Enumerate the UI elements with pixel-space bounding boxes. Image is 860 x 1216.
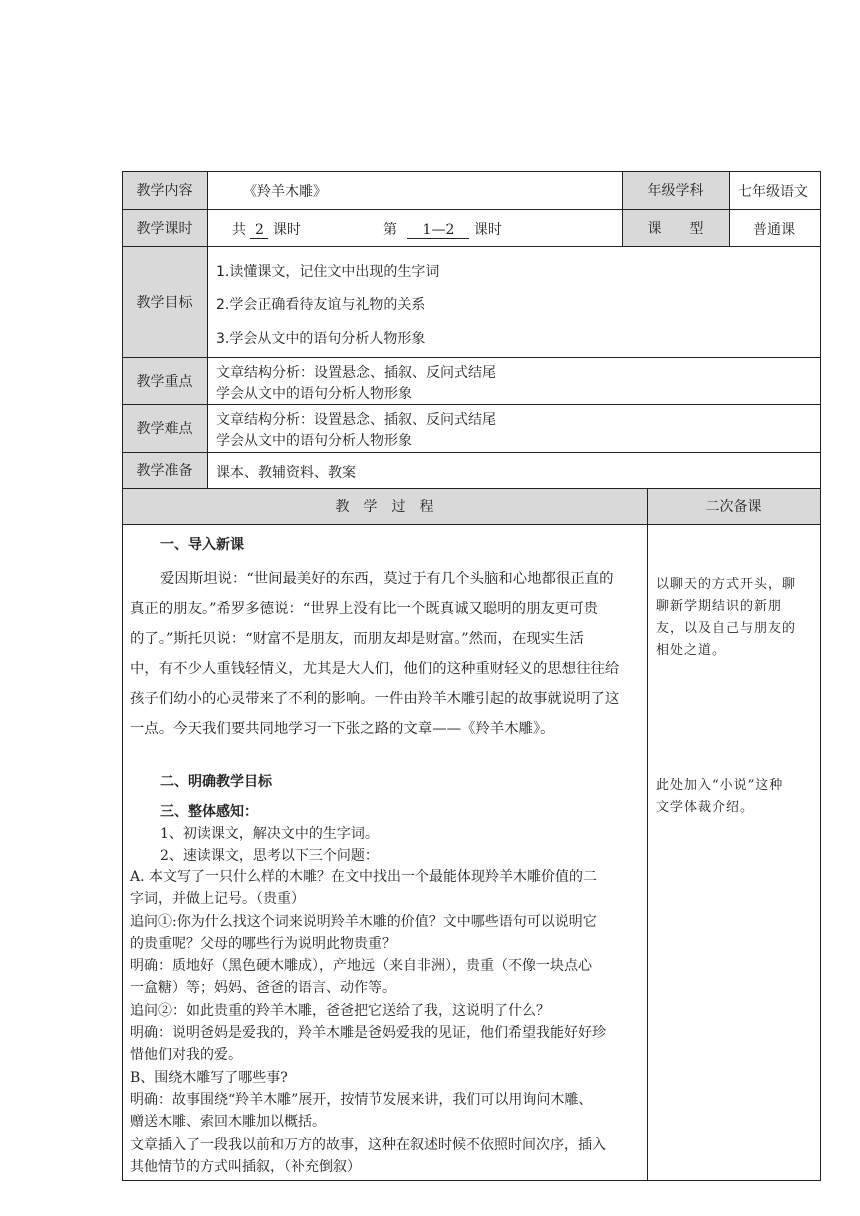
table-border-top bbox=[122, 171, 821, 172]
key-label: 教学重点 bbox=[136, 373, 193, 390]
hours-number bbox=[383, 219, 502, 239]
prep-label-cell bbox=[122, 452, 207, 488]
content-label-cell bbox=[122, 171, 207, 209]
paragraph-line: 孩子们幼小的心灵带来了不利的影响。一件由羚羊木雕引起的故事就说明了这 bbox=[130, 691, 620, 707]
difficult-point: 文章结构分析：设置悬念、插叙、反问式结尾 bbox=[216, 412, 496, 428]
content-label: 教学内容 bbox=[136, 183, 193, 199]
section-title: 二、明确教学目标 bbox=[160, 774, 272, 790]
table-row-line bbox=[122, 488, 821, 489]
table-col-line bbox=[729, 171, 730, 246]
note-line: 友，以及自己与朋友的 bbox=[656, 621, 797, 636]
qa-line: 字词，并做上记号。（贵重） bbox=[130, 891, 305, 908]
qa-line: 明确：质地好（黑色硬木雕成），产地远（来自非洲），贵重（不像一块点心 bbox=[130, 958, 592, 975]
qa-block bbox=[130, 866, 642, 1178]
table-row-line bbox=[122, 357, 821, 358]
table-row-line bbox=[122, 404, 821, 405]
grade-label: 年级学科 bbox=[647, 183, 704, 199]
task-line: 1、初读课文，解决文中的生字词。 bbox=[160, 826, 379, 842]
qa-line: 明确：故事围绕“羚羊木雕”展开，按情节发展来讲，我们可以用询问木雕、 bbox=[130, 1091, 593, 1108]
table-row-line bbox=[122, 524, 821, 525]
hours-total bbox=[232, 219, 301, 239]
hours-no-suffix: 课时 bbox=[473, 222, 502, 238]
prep-note bbox=[656, 574, 796, 662]
type-value: 普通课 bbox=[753, 222, 795, 238]
process-label: 教 学 过 程 bbox=[335, 499, 434, 515]
key-point: 学会从文中的语句分析人物形象 bbox=[216, 386, 412, 402]
table-row-line bbox=[122, 452, 821, 453]
table-col-line bbox=[622, 171, 623, 246]
table-border-right bbox=[820, 171, 821, 1181]
qa-line: 明确：说明爸妈是爱我的，羚羊木雕是爸妈爱我的见证，他们希望我能好好珍 bbox=[130, 1025, 606, 1042]
qa-line: 文章插入了一段我以前和万方的故事，这种在叙述时候不依照时间次序，插入 bbox=[130, 1136, 606, 1153]
type-label-cell bbox=[622, 209, 729, 246]
hours-no-value: 1—2 bbox=[407, 222, 469, 239]
key-label-cell bbox=[122, 357, 207, 404]
hours-no-prefix: 第 bbox=[383, 222, 397, 238]
goals-label: 教学目标 bbox=[136, 294, 193, 311]
note-line: 相处之道。 bbox=[656, 643, 727, 658]
hours-label-cell bbox=[122, 209, 207, 246]
intro-paragraph bbox=[130, 564, 642, 744]
section-title: 三、整体感知： bbox=[160, 804, 258, 820]
grade-label-cell bbox=[622, 171, 729, 209]
second-header-cell bbox=[647, 488, 820, 524]
goal-item: 3.学会从文中的语句分析人物形象 bbox=[216, 331, 426, 347]
paragraph-line: 真正的朋友。”希罗多德说：“世界上没有比一个既真诚又聪明的朋友更可贵 bbox=[130, 601, 599, 617]
hours-total-value: 2 bbox=[250, 222, 268, 239]
goals-label-cell bbox=[122, 246, 207, 357]
hours-total-prefix: 共 bbox=[232, 222, 246, 238]
task-line: 2、速读课文，思考以下三个问题： bbox=[160, 848, 379, 864]
goal-item: 1.读懂课文，记住文中出现的生字词 bbox=[216, 264, 440, 280]
goal-item: 2.学会正确看待友谊与礼物的关系 bbox=[216, 297, 426, 313]
process-header-cell bbox=[122, 488, 647, 524]
qa-line: B、围绕木雕写了哪些事? bbox=[130, 1069, 288, 1086]
section-title: 一、导入新课 bbox=[160, 537, 244, 553]
paragraph-line: 中，有不少人重钱轻情义，尤其是大人们，他们的这种重财轻义的思想往往给 bbox=[130, 661, 620, 677]
type-label: 课 型 bbox=[647, 220, 704, 237]
note-line: 此处加入“小说”这种 bbox=[656, 778, 784, 793]
note-line: 以聊天的方式开头，聊 bbox=[656, 577, 797, 592]
table-row-line bbox=[122, 209, 821, 210]
content-value: 《羚羊木雕》 bbox=[243, 184, 327, 200]
hours-total-suffix: 课时 bbox=[272, 222, 301, 238]
table-col-line bbox=[207, 171, 208, 488]
qa-line: 赠送木雕、索回木雕加以概括。 bbox=[130, 1114, 326, 1131]
difficult-label: 教学难点 bbox=[136, 421, 193, 437]
prep-label: 教学准备 bbox=[136, 463, 193, 479]
key-point: 文章结构分析：设置悬念、插叙、反问式结尾 bbox=[216, 365, 496, 381]
qa-line: 其他情节的方式叫插叙，（补充倒叙） bbox=[130, 1158, 361, 1175]
hours-label: 教学课时 bbox=[136, 220, 193, 237]
note-line: 文学体裁介绍。 bbox=[656, 800, 755, 815]
qa-line: 一盒糖）等；妈妈、爸爸的语言、动作等。 bbox=[130, 980, 396, 997]
prep-value: 课本、教辅资料、教案 bbox=[216, 465, 356, 481]
paragraph-line: 一点。今天我们要共同地学习一下张之路的文章——《羚羊木雕》。 bbox=[130, 721, 555, 737]
prep-note bbox=[656, 775, 783, 819]
table-col-line bbox=[647, 488, 648, 1180]
difficult-point: 学会从文中的语句分析人物形象 bbox=[216, 433, 412, 449]
note-line: 聊新学期结识的新朋 bbox=[656, 599, 783, 614]
qa-line: 追问②：如此贵重的羚羊木雕，爸爸把它送给了我，这说明了什么？ bbox=[130, 1002, 550, 1019]
qa-line: 的贵重呢？父母的哪些行为说明此物贵重？ bbox=[130, 935, 396, 952]
table-border-left bbox=[122, 171, 123, 1181]
paragraph-line: 爱因斯坦说：“世间最美好的东西，莫过于有几个头脑和心地都很正直的 bbox=[160, 571, 614, 587]
difficult-label-cell bbox=[122, 404, 207, 452]
qa-line: 惜他们对我的爱。 bbox=[130, 1047, 242, 1064]
table-border-bottom bbox=[122, 1180, 821, 1181]
paragraph-line: 的了。”斯托贝说：“财富不是朋友，而朋友却是财富。”然而，在现实生活 bbox=[130, 631, 584, 647]
grade-value: 七年级语文 bbox=[738, 184, 808, 200]
qa-line: 追问①:你为什么找这个词来说明羚羊木雕的价值？文中哪些语句可以说明它 bbox=[130, 913, 597, 930]
qa-line: A. 本文写了一只什么样的木雕？在文中找出一个最能体现羚羊木雕价值的二 bbox=[130, 869, 598, 885]
second-label: 二次备课 bbox=[705, 499, 762, 515]
table-row-line bbox=[122, 246, 821, 247]
